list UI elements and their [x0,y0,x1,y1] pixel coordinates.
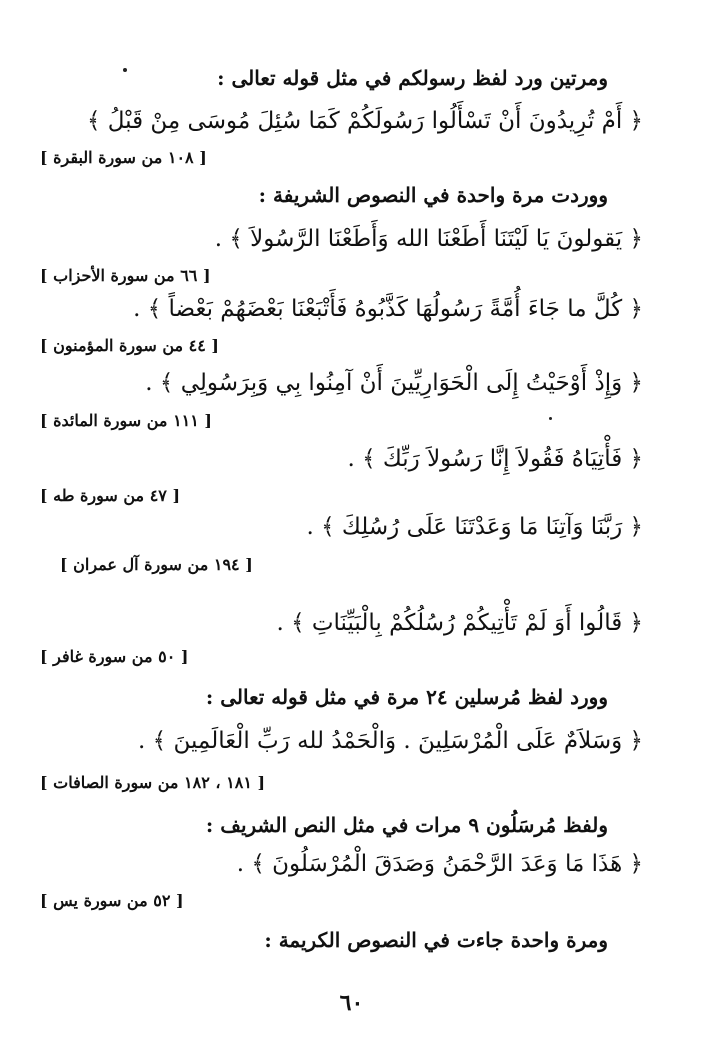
quran-verse: ﴿ وَإِذْ أَوْحَيْتُ إِلَى الْحَوَارِيِّينَ أَنْ آمِنُوا بِي وَبِرَسُولِي ﴾ . [145,370,643,396]
quran-verse: ﴿ هَذَا مَا وَعَدَ الرَّحْمَنُ وَصَدَقَ الْمُرْسَلُونَ ﴾ . [236,851,643,877]
surah-reference: [ ٤٤ من سورة المؤمنون ] [40,336,219,355]
surah-reference: [ ١٠٨ من سورة البقرة ] [40,148,207,167]
quran-verse: ﴿ يَقولونَ يَا لَيْتَنَا أَطَعْنَا الله وَأَطَعْنَا الرَّسُولاَ ﴾ . [214,226,643,252]
surah-reference: [ ٥٠ من سورة غافر ] [40,647,189,666]
ink-speck [549,417,552,420]
surah-reference: [ ٦٦ من سورة الأحزاب ] [40,266,211,285]
page-number: ٦٠ [339,990,364,1016]
surah-reference: [ ٤٧ من سورة طه ] [40,486,181,505]
quran-verse: ﴿ رَبَّنَا وَآتِنَا مَا وَعَدْتَنَا عَلَى رُسُلِكَ ﴾ . [306,514,643,540]
prose-line: ومرة واحدة جاءت في النصوص الكريمة : [264,928,608,952]
prose-line: ووردت مرة واحدة في النصوص الشريفة : [258,183,608,207]
quran-verse: ﴿ قَالُوا أَوَ لَمْ تَأْتِيكُمْ رُسُلُكُمْ بِالْبَيِّنَاتِ ﴾ . [276,610,643,636]
prose-line: ولفظ مُرسَلُون ٩ مرات في مثل النص الشريف : [205,813,608,837]
quran-verse: ﴿ كُلَّ ما جَاءَ أُمَّةً رَسُولُهَا كَذَّبُوهُ فَأَتْبَعْنَا بَعْضَهُمْ بَعْضاً ﴾ . [133,296,643,322]
surah-reference: [ ١٨١ ، ١٨٢ من سورة الصافات ] [40,773,266,792]
prose-line: وورد لفظ مُرسلين ٢٤ مرة في مثل قوله تعالى : [205,685,608,709]
prose-line: ومرتين ورد لفظ رسولكم في مثل قوله تعالى : [217,66,608,90]
quran-verse: ﴿ فَأْتِيَاهُ فَقُولاَ إِنَّا رَسُولاَ رَبِّكَ ﴾ . [347,446,643,472]
surah-reference: [ ١٩٤ من سورة آل عمران ] [60,555,253,574]
surah-reference: [ ٥٢ من سورة يس ] [40,891,184,910]
quran-verse: ﴿ أَمْ تُرِيدُونَ أَنْ تَسْأَلُوا رَسُولَكُمْ كَمَا سُئِلَ مُوسَى مِنْ قَبْلُ ﴾ [86,108,643,134]
surah-reference: [ ١١١ من سورة المائدة ] [40,411,212,430]
quran-verse: ﴿ وَسَلاَمٌ عَلَى الْمُرْسَلِينَ . وَالْحَمْدُ لله رَبِّ الْعَالَمِينَ ﴾ . [138,728,643,754]
